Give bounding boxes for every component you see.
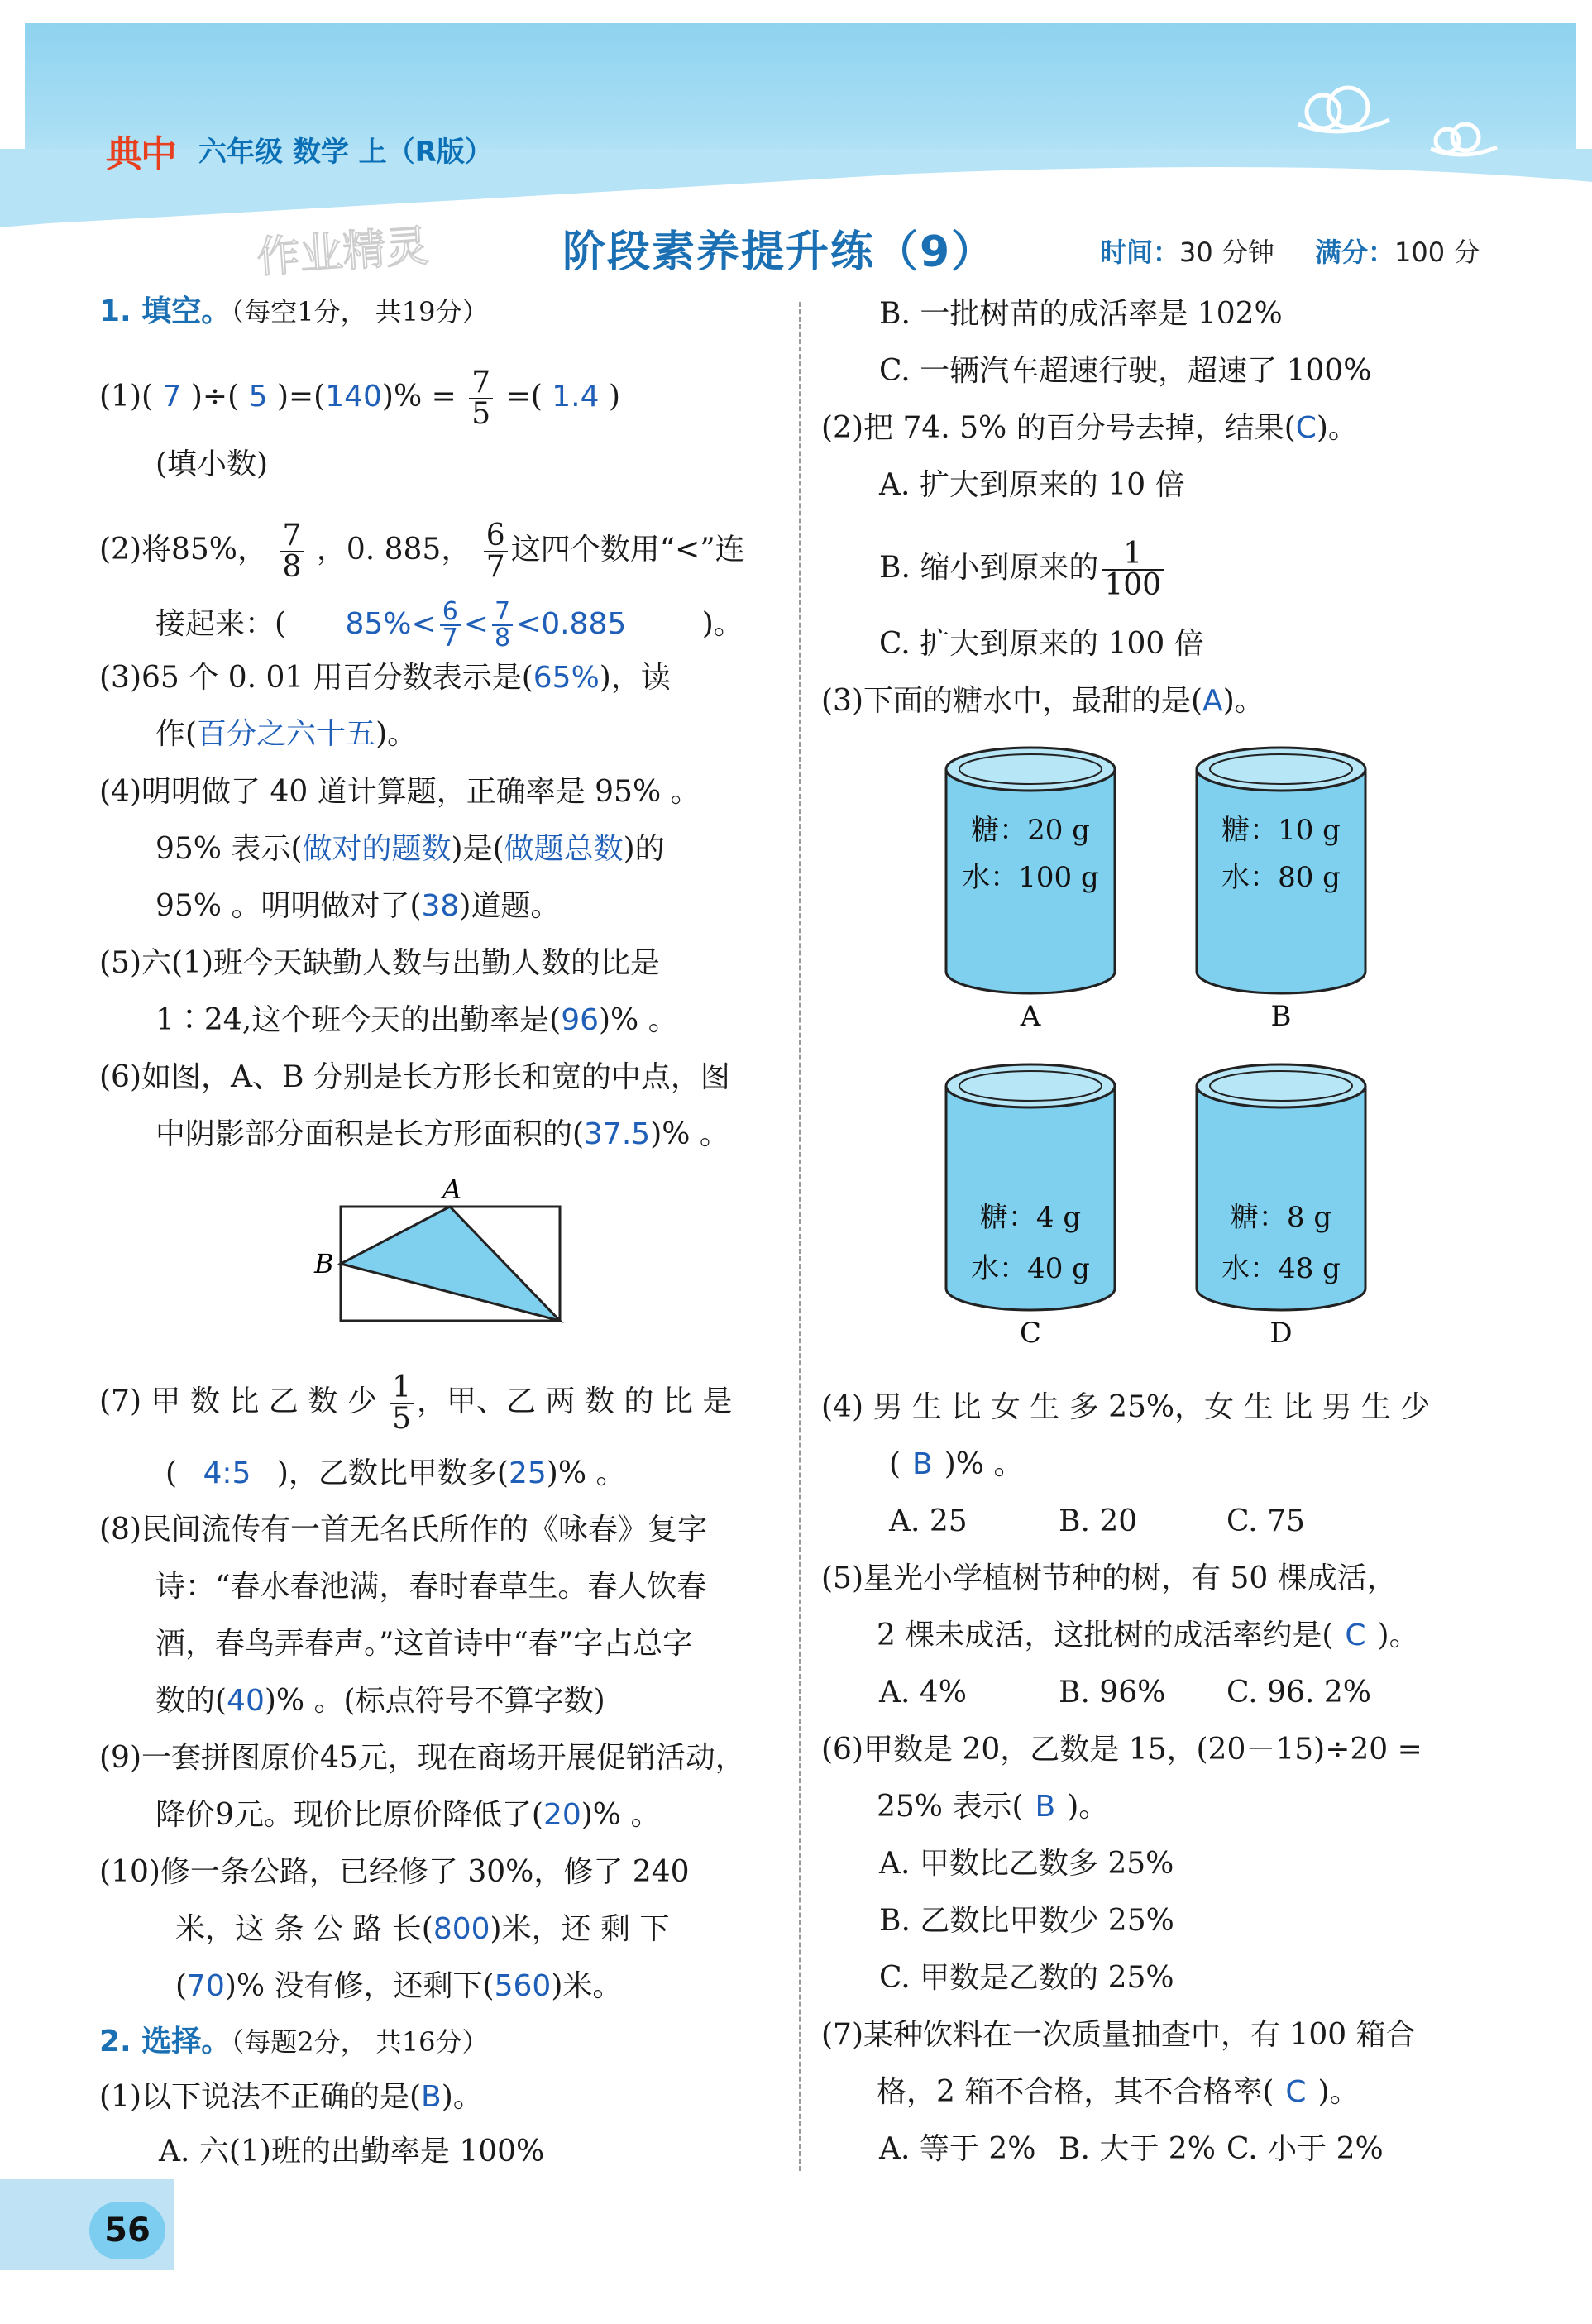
s2-q5-line2: 2 棵未成活，这批树的成活率约是( C )。: [877, 1619, 1419, 1652]
cup-sugar-label: 糖：10 g: [1221, 814, 1341, 847]
s2-q2-stem: (2)把 74. 5% 的百分号去掉，结果(C)。: [821, 411, 1358, 445]
cup-c: [943, 1061, 1125, 1359]
q8-line3: 酒，春鸟弄春声。”这首诗中“春”字占总字: [155, 1627, 693, 1661]
s2-q1-stem: (1)以下说法不正确的是(B)。: [99, 2080, 483, 2114]
q5-line1: (5)六(1)班今天缺勤人数与出勤人数的比是: [99, 946, 660, 980]
q4-line3: 95% 。明明做对了(38)道题。: [155, 889, 561, 923]
answer: C: [1345, 1619, 1366, 1652]
cup-water-label: 水：40 g: [971, 1252, 1090, 1285]
answer: C: [1295, 411, 1317, 445]
q2-line1: (2)将85%， $\frac{7}{8}$ ，0. 885， $\frac{6}{7}$ 这四个数用“<”连: [99, 519, 745, 584]
s2-q5-line1: (5)星光小学植树节种的树，有 50 棵成活，: [821, 1561, 1397, 1595]
s2-q5-option-c: C. 96. 2%: [1226, 1676, 1371, 1710]
point-a-label: A: [442, 1174, 462, 1205]
cup-b: [1193, 744, 1375, 1042]
answer: 20: [543, 1798, 581, 1832]
s2-q5-option-a: A. 4%: [879, 1676, 967, 1710]
s2-q4-line2: ( B )% 。: [889, 1447, 1024, 1481]
cup-letter-label: C: [1019, 1317, 1042, 1350]
page-number: 56: [89, 2202, 165, 2259]
grade-label: 六年级 数学 上（R版）: [198, 136, 493, 169]
cloud-icon: [1290, 83, 1505, 165]
s2-q5-option-b: B. 96%: [1059, 1676, 1166, 1710]
q7-line2: ( 4:5 )，乙数比甲数多(25)% 。: [165, 1456, 626, 1490]
q1-line: (1)( 7 )÷( 5 )=(140)% = $\frac{7}{5}$ =( 1.4 ): [99, 366, 621, 431]
answer: 7: [162, 380, 182, 414]
rectangle-figure: [306, 1170, 579, 1336]
q10-line1: (10)修一条公路，已经修了 30%，修了 240: [99, 1855, 690, 1889]
answer: 4:5: [203, 1456, 251, 1490]
q2-line2: 接起来：( 85%< $\frac{6}{7}$ < $\frac{7}{8}$ <0.885 )。: [155, 597, 743, 653]
s2-q2-option-a: A. 扩大到原来的 10 倍: [879, 468, 1185, 502]
s2-q2-option-b: B. 缩小到原来的 $\frac{1}{100}$: [879, 539, 1167, 600]
q8-line4: 数的(40)% 。(标点符号不算字数): [155, 1684, 605, 1718]
q1-hint: (填小数): [155, 447, 269, 481]
cup-sugar-label: 糖：8 g: [1230, 1201, 1332, 1234]
q4-line1: (4)明明做了 40 道计算题，正确率是 95% 。: [99, 775, 700, 809]
s2-q6-line2: 25% 表示( B )。: [877, 1790, 1109, 1824]
brand-logo: 典中: [106, 133, 175, 175]
full-score: 满分：100 分: [1315, 237, 1480, 268]
cup-a: [943, 744, 1125, 1042]
s2-q1-option-b: B. 一批树苗的成活率是 102%: [879, 297, 1283, 331]
answer: 做对的题数: [302, 832, 452, 866]
time-limit: 时间：30 分钟: [1100, 237, 1274, 268]
cup-letter-label: A: [1020, 1000, 1041, 1033]
answer: 1.4: [552, 380, 600, 414]
cup-water-label: 水：80 g: [1221, 861, 1341, 894]
q9-line1: (9)一套拼图原价45元，现在商场开展促销活动，: [99, 1741, 745, 1775]
q3-line1: (3)65 个 0. 01 用百分数表示是(65%)，读: [99, 661, 671, 695]
cup-letter-label: D: [1269, 1317, 1293, 1350]
s2-q4-option-b: B. 20: [1059, 1504, 1138, 1538]
s2-q6-line1: (6)甲数是 20，乙数是 15，(20－15)÷20 =: [821, 1733, 1422, 1767]
q8-line1: (8)民间流传有一首无名氏所作的《咏春》复字: [99, 1513, 707, 1547]
q6-line2: 中阴影部分面积是长方形面积的(37.5)% 。: [155, 1117, 729, 1151]
cup-sugar-label: 糖：20 g: [971, 814, 1090, 847]
answer: B: [1035, 1790, 1056, 1824]
s2-q1-option-c: C. 一辆汽车超速行驶，超速了 100%: [879, 354, 1372, 388]
s2-q7-option-c: C. 小于 2%: [1226, 2132, 1384, 2166]
answer: 40: [227, 1684, 265, 1718]
answer: 38: [421, 889, 460, 923]
answer: C: [1285, 2075, 1307, 2109]
s2-q4-line1: (4) 男 生 比 女 生 多 25%，女 生 比 男 生 少: [821, 1390, 1431, 1424]
s2-q6-option-c: C. 甲数是乙数的 25%: [879, 1961, 1174, 1995]
answer: B: [421, 2080, 442, 2114]
fraction: $\frac{7}{8}$: [280, 521, 304, 582]
s2-q6-option-b: B. 乙数比甲数少 25%: [879, 1904, 1174, 1938]
q3-line2: 作(百分之六十五)。: [155, 717, 418, 751]
answer: A: [1202, 684, 1223, 718]
fraction: $\frac{1}{100}$: [1102, 539, 1164, 600]
answer: B: [912, 1447, 933, 1481]
watermark: 作业精灵: [255, 221, 431, 284]
q9-line2: 降价9元。现价比原价降低了(20)% 。: [155, 1798, 661, 1832]
fraction: $\frac{7}{5}$: [469, 368, 493, 429]
s2-q3-stem: (3)下面的糖水中，最甜的是(A)。: [821, 684, 1265, 718]
s2-q4-option-a: A. 25: [889, 1504, 968, 1538]
answer: 560: [494, 1969, 552, 2003]
fraction: $\frac{6}{7}$: [484, 521, 508, 582]
s2-q1-option-a: A. 六(1)班的出勤率是 100%: [159, 2135, 545, 2169]
q8-line2: 诗：“春水春池满，春时春草生。春人饮春: [155, 1570, 707, 1604]
s2-q7-line1: (7)某种饮料在一次质量抽查中，有 100 箱合: [821, 2018, 1416, 2052]
s2-q7-option-b: B. 大于 2%: [1059, 2132, 1216, 2166]
cup-d: [1193, 1061, 1375, 1359]
s2-q7-line2: 格，2 箱不合格，其不合格率( C )。: [877, 2075, 1360, 2109]
s2-q4-option-c: C. 75: [1226, 1504, 1305, 1538]
column-divider: [799, 302, 801, 2171]
section1-heading: 1. 填空。（每空1分， 共19分）: [99, 294, 489, 328]
q6-line1: (6)如图，A、B 分别是长方形长和宽的中点，图: [99, 1060, 730, 1094]
section2-heading: 2. 选择。（每题2分， 共16分）: [99, 2025, 489, 2059]
cup-sugar-label: 糖：4 g: [979, 1201, 1082, 1234]
answer: 96: [561, 1003, 600, 1037]
s2-q6-option-a: A. 甲数比乙数多 25%: [879, 1847, 1174, 1881]
answer: 25: [508, 1456, 547, 1490]
s2-q2-option-c: C. 扩大到原来的 100 倍: [879, 627, 1204, 661]
fraction: $\frac{1}{5}$: [390, 1373, 414, 1434]
q4-line2: 95% 表示(做对的题数)是(做题总数)的: [155, 832, 665, 866]
q10-line2: 米，这 条 公 路 长(800)米，还 剩 下: [175, 1912, 670, 1946]
answer: 140: [325, 380, 382, 414]
cup-water-label: 水：100 g: [962, 861, 1099, 894]
q5-line2: 1∶24,这个班今天的出勤率是(96)% 。: [155, 1003, 678, 1037]
q7-line1: (7) 甲 数 比 乙 数 少 $\frac{1}{5}$ ，甲、乙 两 数 的 比 是: [99, 1370, 733, 1436]
answer: 800: [433, 1912, 490, 1946]
answer: 85%< $\frac{6}{7}$ < $\frac{7}{8}$ <0.885: [345, 597, 627, 653]
page-title: 阶段素养提升练（9）: [562, 227, 997, 277]
answer: 百分之六十五: [197, 717, 376, 751]
cup-letter-label: B: [1270, 1000, 1292, 1033]
s2-q7-option-a: A. 等于 2%: [879, 2132, 1036, 2166]
answer: 65%: [533, 661, 600, 695]
answer: 5: [248, 380, 268, 414]
answer: 37.5: [584, 1117, 651, 1151]
answer: 70: [187, 1969, 225, 2003]
cup-water-label: 水：48 g: [1221, 1252, 1341, 1285]
answer: 做题总数: [504, 832, 624, 866]
point-b-label: B: [314, 1248, 334, 1279]
q10-line3: (70)% 没有修，还剩下(560)米。: [175, 1969, 623, 2003]
